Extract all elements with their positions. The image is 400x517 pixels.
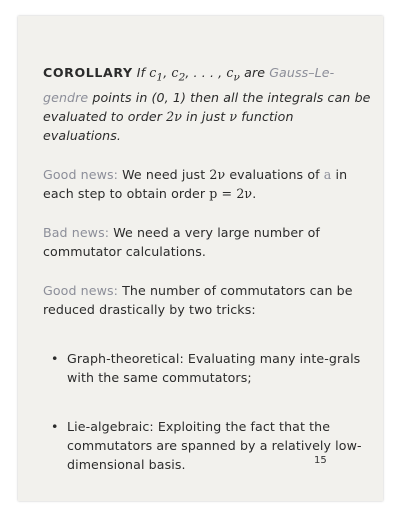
good-news-paragraph-2 [43, 281, 373, 319]
corollary-paragraph [43, 63, 373, 145]
corollary-heading: COROLLARY [43, 65, 133, 80]
math-c1: $c_1$ [149, 65, 164, 84]
corollary-text-4: in just [182, 108, 230, 124]
math-cv: $c_\nu$ [226, 65, 241, 84]
math-c2: $c_2$ [171, 65, 186, 84]
bullet-icon: • [51, 418, 59, 434]
good-news-1-text-2: evaluations of [225, 166, 324, 182]
slide-content [43, 63, 373, 474]
page-number: 15 [314, 455, 327, 466]
math-a: a [323, 166, 332, 182]
math-nu: ν [229, 108, 238, 124]
bad-news-label: Bad news: [43, 224, 110, 240]
sep-2: , . . . , [185, 65, 227, 80]
gauss-legendre-term: Gauss–Le-gendre [43, 65, 335, 105]
bullet-icon: • [51, 350, 59, 366]
bullet-text-lie: Lie-algebraic: Exploiting the fact that the commutators are spanned by a relatively low-dimensional basis. [67, 418, 362, 472]
good-news-2-text: The number of commutators can be reduced drastically by two tricks: [43, 282, 353, 317]
good-news-1-text-1: We need just [118, 166, 210, 182]
math-order: 2ν [166, 108, 183, 124]
good-news-label-1: Good news: [43, 166, 119, 182]
math-p: p = 2ν [209, 185, 253, 201]
good-news-1-text-4: . [252, 185, 257, 201]
bullet-text-graph: Graph-theoretical: Evaluating many inte-grals with the same commutators; [67, 350, 361, 385]
bad-news-paragraph [43, 223, 373, 261]
good-news-label-2: Good news: [43, 282, 119, 298]
sep-1: , [163, 65, 172, 80]
slide-page [18, 16, 383, 501]
good-news-paragraph-1 [43, 165, 373, 203]
corollary-text-2: are [240, 65, 270, 80]
bad-news-text: We need a very large number of commutator calculations. [43, 224, 320, 259]
good-news-1-text-3: in each step to obtain order [43, 166, 348, 201]
corollary-text-1: If [136, 65, 150, 80]
math-2nu: 2ν [209, 166, 226, 182]
list-item [43, 349, 373, 387]
corollary-text-5: function evaluations. [43, 108, 294, 143]
corollary-text-3: points in (0, 1) then all the integrals can be evaluated to order [43, 89, 371, 124]
